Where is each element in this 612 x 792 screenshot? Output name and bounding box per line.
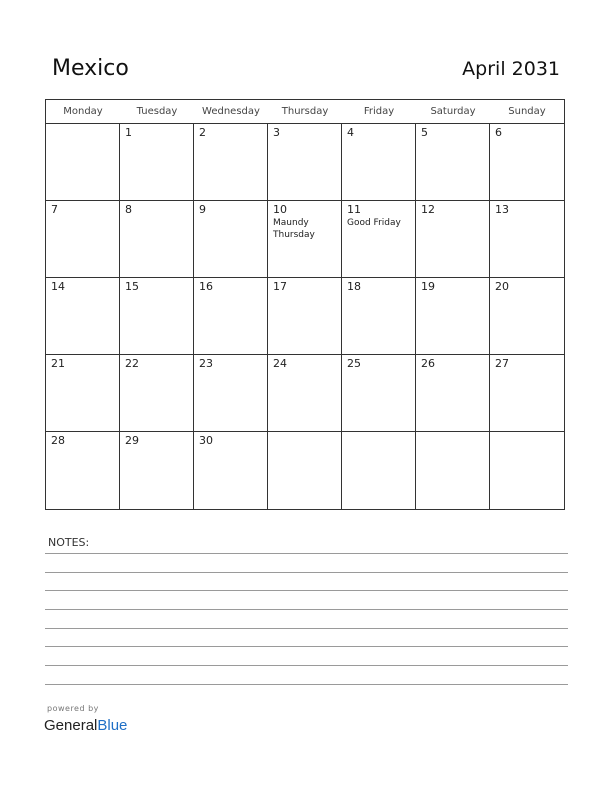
day-cell[interactable] xyxy=(46,124,120,201)
day-cell[interactable] xyxy=(416,432,490,509)
day-number: 25 xyxy=(347,357,361,370)
day-number: 1 xyxy=(125,126,132,139)
day-cell[interactable] xyxy=(490,432,564,509)
day-cell[interactable] xyxy=(120,432,194,509)
day-number: 11 xyxy=(347,203,361,216)
day-cell[interactable] xyxy=(490,201,564,278)
weekday-header-sunday: Sunday xyxy=(490,100,564,124)
day-number: 13 xyxy=(495,203,509,216)
note-line xyxy=(45,609,568,610)
note-line xyxy=(45,646,568,647)
day-number: 15 xyxy=(125,280,139,293)
generalblue-logo[interactable] xyxy=(44,717,127,735)
day-cell[interactable] xyxy=(416,278,490,355)
day-number: 2 xyxy=(199,126,206,139)
day-cell[interactable] xyxy=(490,355,564,432)
powered-by-text: powered by xyxy=(47,704,99,713)
day-number: 23 xyxy=(199,357,213,370)
weekday-header-tuesday: Tuesday xyxy=(120,100,194,124)
day-cell[interactable] xyxy=(268,355,342,432)
note-line xyxy=(45,628,568,629)
day-number: 8 xyxy=(125,203,132,216)
weekday-header-friday: Friday xyxy=(342,100,416,124)
day-number: 3 xyxy=(273,126,280,139)
day-number: 22 xyxy=(125,357,139,370)
day-cell[interactable] xyxy=(194,124,268,201)
day-number: 7 xyxy=(51,203,58,216)
weekday-header-saturday: Saturday xyxy=(416,100,490,124)
day-cell[interactable] xyxy=(490,278,564,355)
brand-blue-text: Blue xyxy=(97,717,128,734)
day-number: 16 xyxy=(199,280,213,293)
day-cell[interactable] xyxy=(268,201,342,278)
day-cell[interactable] xyxy=(194,355,268,432)
day-cell[interactable] xyxy=(268,432,342,509)
weekday-header-monday: Monday xyxy=(46,100,120,124)
day-cell[interactable] xyxy=(268,124,342,201)
notes-label: NOTES: xyxy=(48,536,90,549)
day-cell[interactable] xyxy=(342,278,416,355)
weekday-header-wednesday: Wednesday xyxy=(194,100,268,124)
day-cell[interactable] xyxy=(416,124,490,201)
day-cell[interactable] xyxy=(342,355,416,432)
day-cell[interactable] xyxy=(120,124,194,201)
day-cell[interactable] xyxy=(46,432,120,509)
day-number: 9 xyxy=(199,203,206,216)
day-number: 20 xyxy=(495,280,509,293)
day-number: 24 xyxy=(273,357,287,370)
day-number: 19 xyxy=(421,280,435,293)
day-number: 17 xyxy=(273,280,287,293)
note-line xyxy=(45,665,568,666)
day-cell[interactable] xyxy=(194,432,268,509)
month-year-title: April 2031 xyxy=(462,58,560,80)
day-cell[interactable] xyxy=(416,201,490,278)
day-cell[interactable] xyxy=(46,201,120,278)
brand-general-text: General xyxy=(44,717,98,734)
day-number: 12 xyxy=(421,203,435,216)
day-number: 10 xyxy=(273,203,287,216)
day-number: 27 xyxy=(495,357,509,370)
day-number: 30 xyxy=(199,434,213,447)
day-cell[interactable] xyxy=(120,201,194,278)
day-number: 6 xyxy=(495,126,502,139)
day-cell[interactable] xyxy=(194,278,268,355)
note-line xyxy=(45,684,568,685)
day-cell[interactable] xyxy=(46,278,120,355)
holiday-label: Good Friday xyxy=(347,218,401,228)
holiday-label: Maundy Thursday xyxy=(273,218,315,240)
day-number: 28 xyxy=(51,434,65,447)
day-cell[interactable] xyxy=(120,355,194,432)
day-cell[interactable] xyxy=(342,432,416,509)
note-line xyxy=(45,572,568,573)
day-number: 14 xyxy=(51,280,65,293)
day-cell[interactable] xyxy=(120,278,194,355)
note-line xyxy=(45,553,568,554)
day-cell[interactable] xyxy=(342,201,416,278)
day-cell[interactable] xyxy=(268,278,342,355)
day-cell[interactable] xyxy=(194,201,268,278)
day-cell[interactable] xyxy=(416,355,490,432)
day-number: 29 xyxy=(125,434,139,447)
note-line xyxy=(45,590,568,591)
day-number: 18 xyxy=(347,280,361,293)
day-cell[interactable] xyxy=(46,355,120,432)
day-number: 4 xyxy=(347,126,354,139)
weekday-header-thursday: Thursday xyxy=(268,100,342,124)
day-number: 21 xyxy=(51,357,65,370)
day-number: 5 xyxy=(421,126,428,139)
calendar-grid xyxy=(45,99,565,510)
day-number: 26 xyxy=(421,357,435,370)
country-title: Mexico xyxy=(52,56,129,81)
day-cell[interactable] xyxy=(342,124,416,201)
day-cell[interactable] xyxy=(490,124,564,201)
